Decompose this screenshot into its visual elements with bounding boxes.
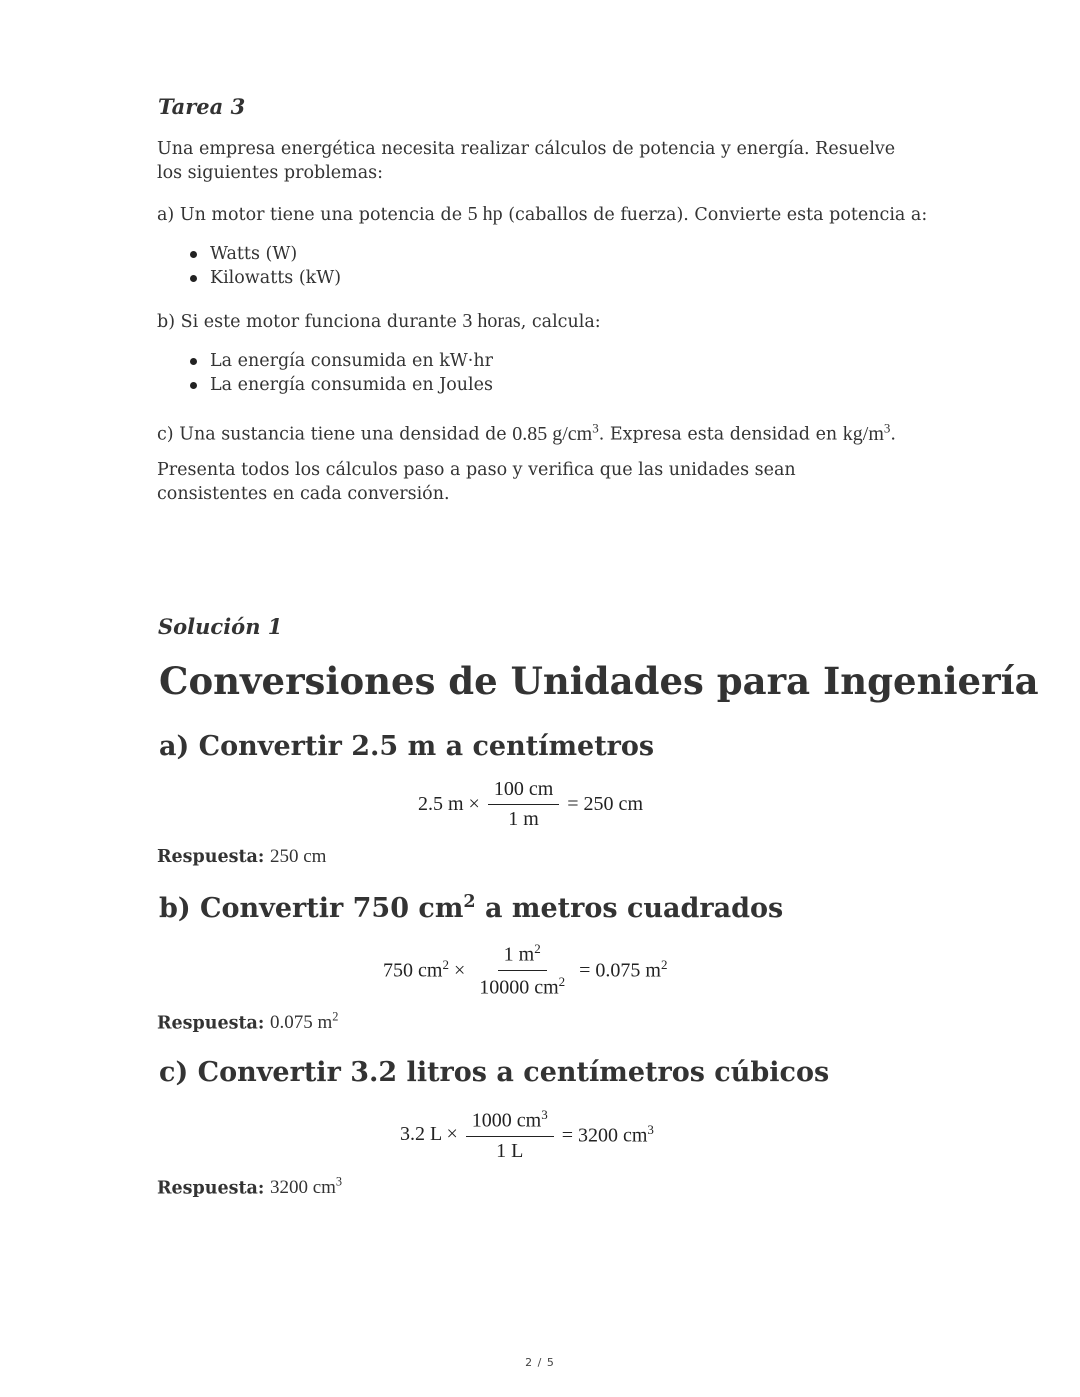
answer-b <box>157 1010 338 1034</box>
equation-b-denominator: 10000 $cm^2$ <box>479 973 566 999</box>
task-intro: Una empresa energética necesita realizar cálculos de potencia y energía. Resuelve los siguientes problemas: <box>157 139 896 183</box>
answer-c-label: Respuesta: <box>157 1178 265 1199</box>
equation-a-numerator: 100 cm <box>488 778 559 805</box>
answer-a-label: Respuesta: <box>157 847 265 867</box>
equation-b-lhs: 750 $cm^2$ × <box>383 957 466 982</box>
task-part-b <box>157 309 601 334</box>
part-c-value: 0.85 $g/cm^3$ <box>512 420 599 445</box>
answer-a <box>157 846 326 868</box>
part-a-suffix: (caballos de fuerza). Convierte esta potencia a: <box>502 205 928 225</box>
equation-b-fraction <box>473 941 571 999</box>
equation-a <box>418 778 643 831</box>
answer-c <box>157 1175 342 1199</box>
part-a-prefix: a) Un motor tiene una potencia de <box>157 205 468 225</box>
equation-c <box>400 1107 654 1163</box>
equation-a-lhs: 2.5 m × <box>418 793 480 815</box>
answer-b-label: Respuesta: <box>157 1013 265 1034</box>
part-a-list <box>188 242 341 290</box>
section-a-heading: a) Convertir 2.5 m a centímetros <box>159 731 655 762</box>
part-c-prefix: c) Una sustancia tiene una densidad de <box>157 424 513 445</box>
page-number: 2 / 5 <box>525 1356 555 1369</box>
equation-a-denominator: 1 m <box>508 808 539 830</box>
section-c-heading: c) Convertir 3.2 litros a centímetros cúbicos <box>159 1057 830 1088</box>
task-part-c: c) Una sustancia tiene una densidad de 0.85 $g/cm^3$. Expresa esta densidad en $kg/m^3$. <box>157 420 896 445</box>
equation-c-denominator: 1 L <box>496 1139 524 1162</box>
list-item: La energía consumida en kW·hr <box>188 349 493 373</box>
equation-c-numerator: 1000 $cm^3$ <box>466 1107 554 1137</box>
equation-c-fraction <box>466 1107 554 1163</box>
solution-title: Solución 1 <box>158 614 283 639</box>
equation-c-rhs: = 3200 $cm^3$ <box>561 1122 654 1147</box>
answer-c-value: 3200 $cm^3$ <box>269 1175 343 1199</box>
section-b-heading: b) Convertir 750 $cm^2$ a metros cuadrados <box>159 892 784 924</box>
task-part-a <box>157 202 927 227</box>
equation-c-lhs: 3.2 L × <box>400 1123 458 1146</box>
equation-a-fraction <box>488 778 559 831</box>
task-title: Tarea 3 <box>158 94 246 119</box>
part-b-suffix: , calcula: <box>520 312 601 332</box>
part-a-value: 5 hp <box>467 203 503 225</box>
answer-b-value: 0.075 $m^2$ <box>269 1010 339 1034</box>
part-c-unit: $kg/m^3$ <box>842 420 891 445</box>
task-closing: Presenta todos los cálculos paso a paso y verifica que las unidades sean consistentes en cada conversión. <box>157 460 796 504</box>
list-item: La energía consumida en Joules <box>188 373 493 397</box>
list-item: Kilowatts (kW) <box>188 266 341 290</box>
equation-b-numerator: 1 $m^2$ <box>498 941 547 971</box>
part-b-value: 3 horas <box>462 310 521 332</box>
part-b-list <box>188 349 493 397</box>
answer-a-value: 250 cm <box>269 846 327 867</box>
part-c-middle: . Expresa esta densidad en <box>598 424 843 445</box>
list-item: Watts (W) <box>188 242 341 266</box>
solution-heading: Conversiones de Unidades para Ingeniería <box>159 659 1039 703</box>
equation-b-rhs: = 0.075 $m^2$ <box>579 957 668 982</box>
part-b-prefix: b) Si este motor funciona durante <box>157 312 463 332</box>
equation-b <box>383 941 668 999</box>
equation-a-rhs: = 250 cm <box>567 793 643 815</box>
